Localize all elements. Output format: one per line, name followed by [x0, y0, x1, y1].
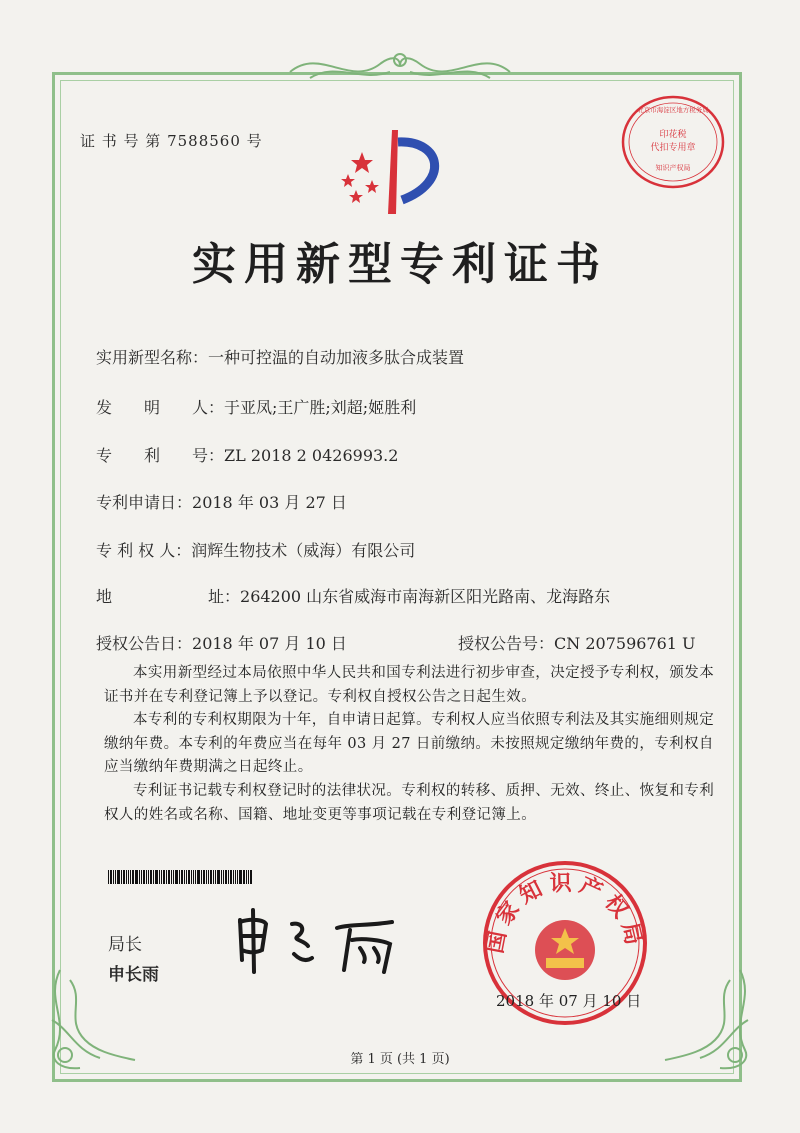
director-name: 申长雨 [108, 965, 159, 985]
barcode-bar [117, 870, 120, 884]
field-label: 发 明 人： [96, 398, 225, 417]
statement-paragraph: 本专利的专利权期限为十年，自申请日起算。专利权人应当依照专利法及其实施细则规定缴纳年费。本专利的年费应当在每年 03 月 27 日前缴纳。未按照规定缴纳年费的，专利权自应当缴纳年费期满之日起终止。 [104, 712, 715, 776]
grant-date-field [96, 631, 347, 654]
barcode-bar [148, 870, 149, 884]
field-value: 2018 年 03 月 27 日 [192, 493, 347, 512]
field-label: 专利申请日： [96, 493, 193, 512]
barcode-bar [186, 870, 187, 884]
barcode-bar [179, 870, 180, 884]
barcode-bar [113, 870, 114, 884]
barcode-bar [215, 870, 216, 884]
barcode-bar [195, 870, 196, 884]
patentee-field [96, 538, 415, 561]
barcode-bar [197, 870, 200, 884]
patent-number-field [96, 443, 398, 466]
barcode-bar [130, 870, 131, 884]
svg-text:知识产权局: 知识产权局 [655, 164, 691, 172]
barcode-bar [223, 870, 224, 884]
field-value: 润辉生物技术（威海）有限公司 [191, 541, 416, 560]
barcode-bar [188, 870, 190, 884]
svg-text:印花税: 印花税 [659, 130, 687, 140]
barcode-bar [128, 870, 129, 884]
barcode-bar [221, 870, 222, 884]
seal-date: 2018 年 07 月 10 日 [496, 992, 642, 1010]
top-ornament [280, 42, 520, 92]
statement-paragraph: 本实用新型经过本局依照中华人民共和国专利法进行初步审查，决定授予专利权，颁发本证书并在专利登记簿上予以登记。专利权自授权公告之日起生效。 [104, 665, 715, 705]
field-label: 授权公告日： [96, 634, 193, 653]
barcode-bar [213, 870, 214, 884]
barcode-bar [150, 870, 152, 884]
barcode-bar [123, 870, 125, 884]
field-label: 授权公告号： [458, 634, 555, 653]
field-value: CN 207596761 U [554, 634, 696, 653]
barcode-bar [250, 870, 252, 884]
barcode-bar [115, 870, 116, 884]
tax-stamp-seal [618, 92, 728, 192]
barcode-bar [243, 870, 245, 884]
barcode-bar [206, 870, 207, 884]
barcode-bar [233, 870, 234, 884]
field-label: 专 利 号： [96, 446, 225, 465]
barcode-bar [230, 870, 232, 884]
barcode-bar [201, 870, 202, 884]
barcode-bar [210, 870, 212, 884]
certificate-title: 实用新型专利证书 [192, 239, 608, 290]
statement-paragraph: 专利证书记载专利权登记时的法律状况。专利权的转移、质押、无效、终止、恢复和专利权人的姓名或名称、国籍、地址变更等事项记载在专利登记簿上。 [104, 782, 715, 823]
barcode-bar [246, 870, 247, 884]
barcode-bar [208, 870, 209, 884]
barcode-bar [248, 870, 249, 884]
page-number: 第 1 页 (共 1 页) [350, 1052, 450, 1067]
barcode-bar [159, 870, 160, 884]
field-label: 实用新型名称： [96, 348, 209, 367]
filing-date-field [96, 490, 347, 513]
barcode-bar [126, 870, 127, 884]
field-value: 一种可控温的自动加液多肽合成装置 [208, 348, 465, 367]
barcode-bar [175, 870, 178, 884]
svg-text:北京市海淀区地方税务局: 北京市海淀区地方税务局 [637, 106, 709, 114]
barcode-bar [168, 870, 170, 884]
svg-text:国家知识产权局: 国家知识产权局 [482, 871, 648, 956]
barcode-bar [193, 870, 194, 884]
field-value: 于亚凤;王广胜;刘超;姬胜利 [224, 398, 417, 417]
barcode-bar [184, 870, 185, 884]
barcode-bar [132, 870, 134, 884]
svg-text:代扣专用章: 代扣专用章 [650, 143, 696, 153]
field-value: ZL 2018 2 0426993.2 [224, 446, 399, 465]
barcode-bar [108, 870, 109, 884]
barcode-bar [237, 870, 238, 884]
barcode-bar [161, 870, 162, 884]
inventor-field [96, 395, 416, 418]
barcode-bar [235, 870, 236, 884]
certificate-statement [104, 662, 724, 827]
barcode-bar [171, 870, 172, 884]
certificate-number: 证 书 号 第 7588560 号 [80, 132, 263, 150]
barcode-bar [143, 870, 145, 884]
barcode-bar [153, 870, 154, 884]
barcode-bar [155, 870, 158, 884]
director-signature [232, 900, 412, 980]
barcode-bar [166, 870, 167, 884]
barcode-bar [146, 870, 147, 884]
barcode-bar [181, 870, 183, 884]
barcode-bar [228, 870, 229, 884]
barcode-bar [135, 870, 138, 884]
field-value: 264200 山东省威海市南海新区阳光路南、龙海路东 [240, 587, 611, 606]
barcode-bar [121, 870, 122, 884]
barcode-bar [173, 870, 174, 884]
field-label: 专 利 权 人： [96, 541, 192, 560]
barcode [108, 870, 308, 884]
director-title: 局长 [108, 935, 142, 955]
address-field [96, 584, 610, 607]
grant-publication-number-field [458, 631, 696, 654]
barcode-bar [203, 870, 205, 884]
patent-office-logo [332, 122, 462, 222]
field-label: 地 址： [96, 587, 241, 606]
barcode-bar [225, 870, 227, 884]
barcode-bar [110, 870, 112, 884]
barcode-bar [239, 870, 242, 884]
utility-model-name-field [96, 345, 464, 368]
field-value: 2018 年 07 月 10 日 [192, 634, 347, 653]
barcode-bar [163, 870, 165, 884]
barcode-bar [217, 870, 220, 884]
barcode-bar [139, 870, 140, 884]
barcode-bar [141, 870, 142, 884]
barcode-bar [191, 870, 192, 884]
